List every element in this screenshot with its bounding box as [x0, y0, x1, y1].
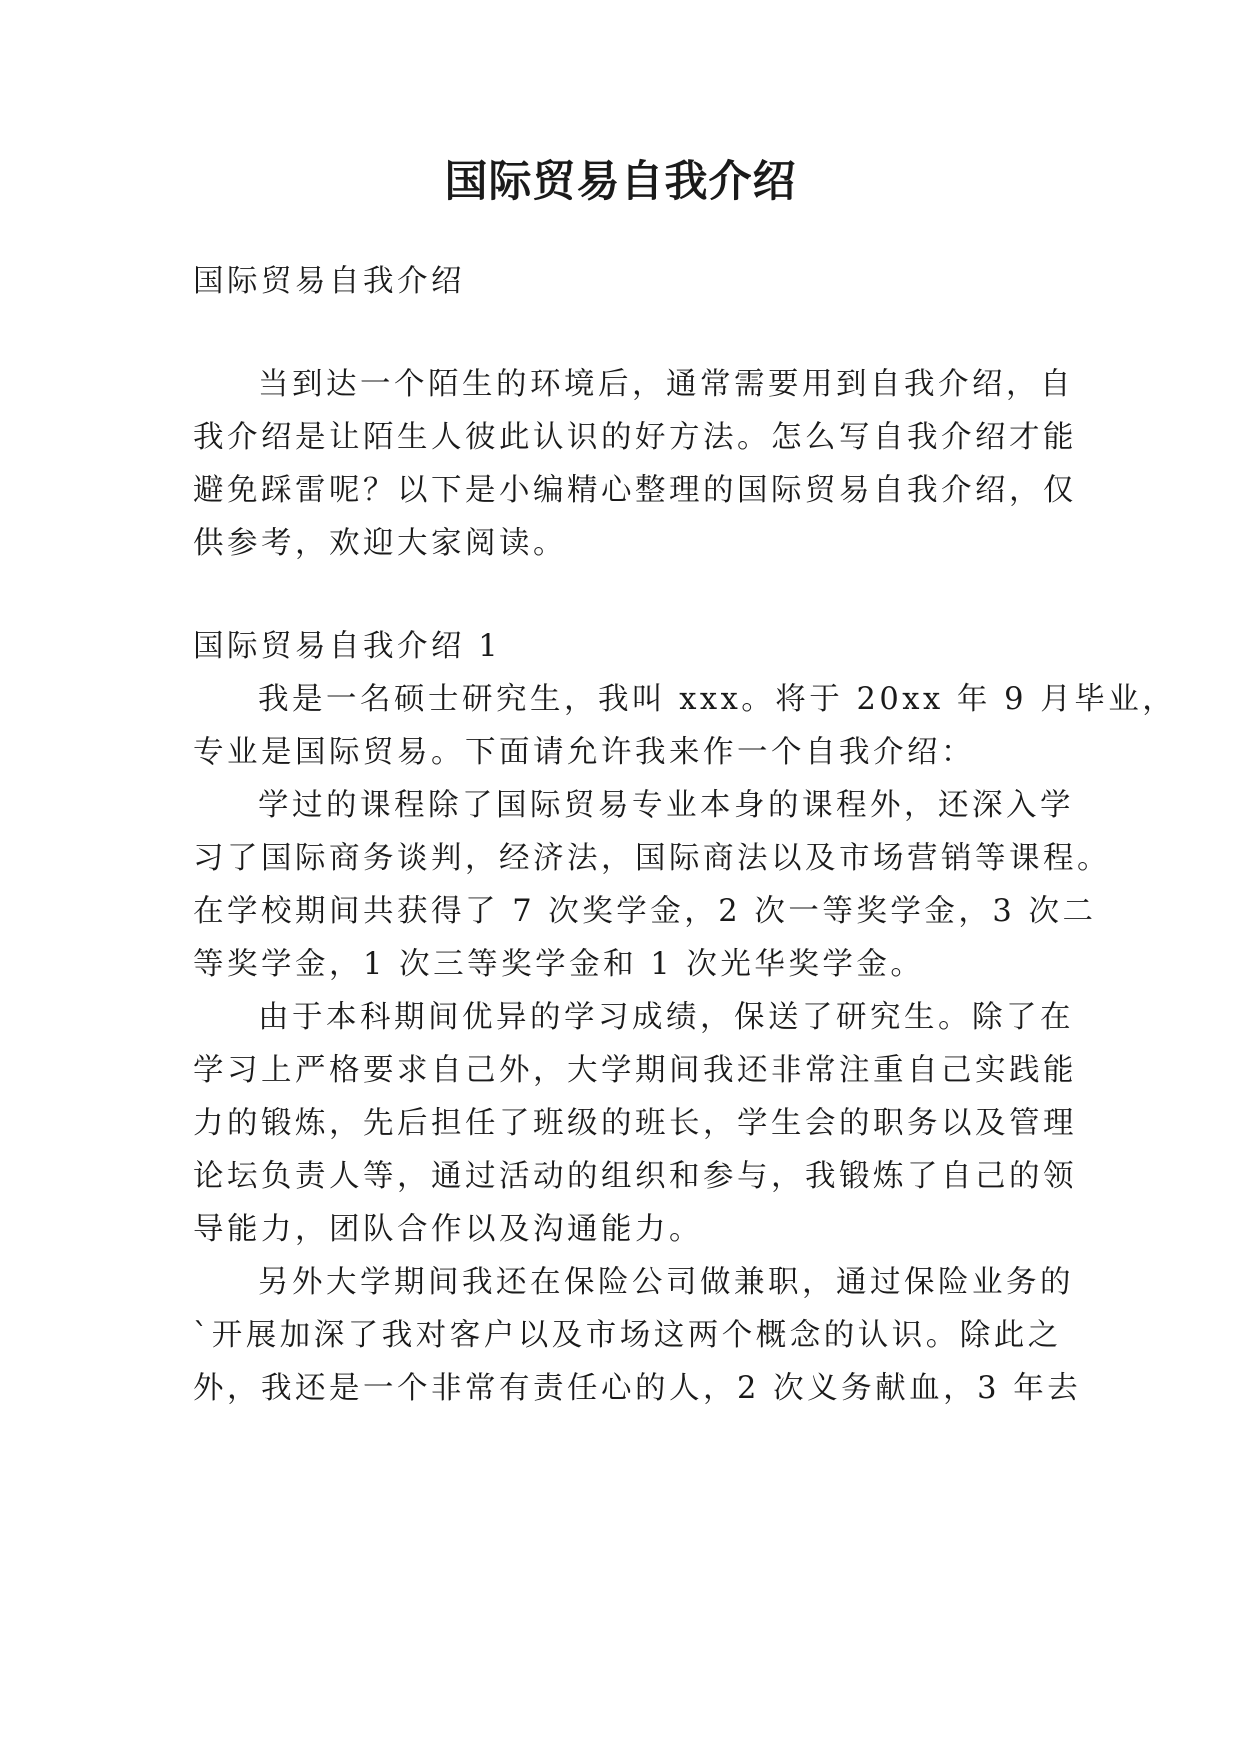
- paragraph-line: 习了国际商务谈判，经济法，国际商法以及市场营销等课程。: [193, 841, 1111, 876]
- intro-line: 我介绍是让陌生人彼此认识的好方法。怎么写自我介绍才能: [193, 420, 1077, 455]
- intro-line: 避免踩雷呢？以下是小编精心整理的国际贸易自我介绍，仅: [193, 473, 1077, 508]
- paragraph-line: `开展加深了我对客户以及市场这两个概念的认识。除此之: [193, 1318, 1062, 1353]
- paragraph-line: 导能力，团队合作以及沟通能力。: [193, 1212, 703, 1247]
- paragraph-line: 外，我还是一个非常有责任心的人，2 次义务献血，3 年去: [193, 1371, 1082, 1406]
- paragraph-line: 另外大学期间我还在保险公司做兼职，通过保险业务的: [258, 1265, 1074, 1300]
- paragraph-line: 学习上严格要求自己外，大学期间我还非常注重自己实践能: [193, 1053, 1077, 1088]
- intro-line: 当到达一个陌生的环境后，通常需要用到自我介绍，自: [258, 367, 1074, 402]
- page-title: 国际贸易自我介绍: [444, 157, 797, 207]
- paragraph-line: 专业是国际贸易。下面请允许我来作一个自我介绍：: [193, 735, 975, 770]
- intro-line: 供参考，欢迎大家阅读。: [193, 526, 567, 561]
- paragraph-line: 论坛负责人等，通过活动的组织和参与，我锻炼了自己的领: [193, 1159, 1077, 1194]
- paragraph-line: 等奖学金，1 次三等奖学金和 1 次光华奖学金。: [193, 947, 925, 982]
- paragraph-line: 学过的课程除了国际贸易专业本身的课程外，还深入学: [258, 788, 1074, 823]
- paragraph-line: 力的锻炼，先后担任了班级的班长，学生会的职务以及管理: [193, 1106, 1077, 1141]
- paragraph-line: 在学校期间共获得了 7 次奖学金，2 次一等奖学金，3 次二: [193, 894, 1097, 929]
- section-heading: 国际贸易自我介绍 1: [193, 629, 502, 664]
- document-subtitle: 国际贸易自我介绍: [193, 264, 465, 299]
- paragraph-line: 我是一名硕士研究生，我叫 xxx。将于 20xx 年 9 月毕业，: [258, 682, 1177, 717]
- paragraph-line: 由于本科期间优异的学习成绩，保送了研究生。除了在: [258, 1000, 1074, 1035]
